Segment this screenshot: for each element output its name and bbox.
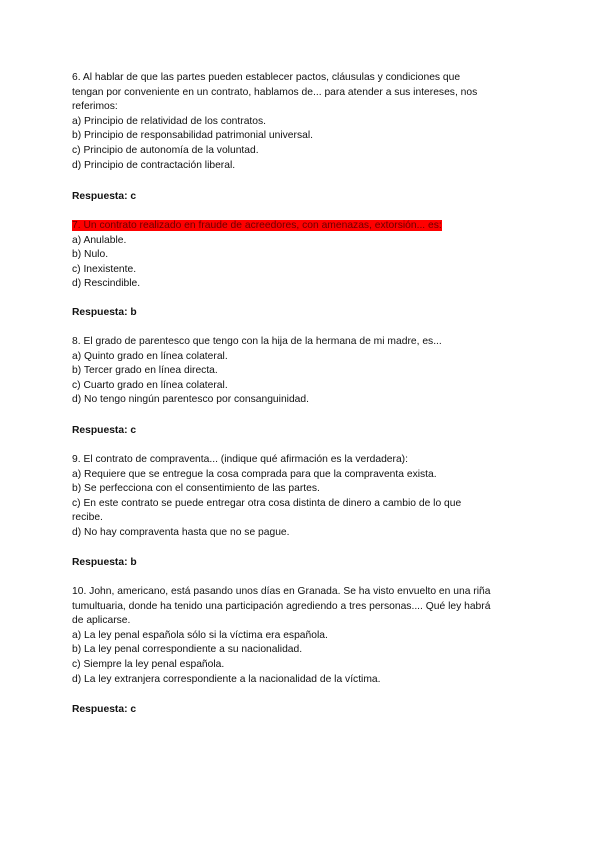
option-d: d) No hay compraventa hasta que no se pague. [72, 526, 290, 538]
question-text-line: 8. El grado de parentesco que tengo con la hija de la hermana de mi madre, es... [72, 336, 442, 347]
option-d: d) No tengo ningún parentesco por consanguinidad. [72, 394, 309, 406]
question-text-line [72, 219, 532, 234]
option-c: c) Inexistente. [72, 263, 137, 275]
option-b: b) Nulo. [72, 249, 109, 261]
question-text-line: tumultuaria, donde ha tenido una participación agrediendo a tres personas.... Qué ley habrá [72, 600, 491, 612]
answer-7: Respuesta: b [72, 307, 137, 318]
question-text-line: 9. El contrato de compraventa... (indique qué afirmación es la verdadera): [72, 454, 408, 465]
option-b: b) Principio de responsabilidad patrimonial universal. [72, 130, 313, 142]
option-a: a) La ley penal española sólo si la víctima era española. [72, 629, 328, 641]
question-6 [72, 71, 532, 173]
option-c: c) Cuarto grado en línea colateral. [72, 379, 228, 391]
option-b: b) Se perfecciona con el consentimiento de las partes. [72, 483, 320, 495]
question-text-line: 6. Al hablar de que las partes pueden establecer pactos, cláusulas y condiciones que [72, 72, 461, 83]
option-b: b) Tercer grado en línea directa. [72, 365, 218, 377]
question-7 [72, 219, 532, 292]
option-a: a) Quinto grado en línea colateral. [72, 350, 228, 362]
question-8 [72, 335, 532, 408]
question-10 [72, 585, 532, 687]
question-text-line: tengan por conveniente en un contrato, hablamos de... para atender a sus intereses, nos [72, 86, 478, 98]
option-c-continued: recibe. [72, 512, 103, 524]
option-d: d) La ley extranjera correspondiente a la nacionalidad de la víctima. [72, 673, 381, 685]
question-text-line: de aplicarse. [72, 615, 131, 627]
highlighted-question-text: 7. Un contrato realizado en fraude de acreedores, con amenazas, extorsión... es: [72, 220, 442, 231]
answer-6: Respuesta: c [72, 191, 137, 202]
question-text-line: 10. John, americano, está pasando unos días en Granada. Se ha visto envuelto en una riña [72, 586, 491, 597]
option-c: c) Siempre la ley penal española. [72, 658, 225, 670]
option-c: c) Principio de autonomía de la voluntad. [72, 144, 259, 156]
option-b: b) La ley penal correspondiente a su nacionalidad. [72, 644, 303, 656]
question-9 [72, 453, 532, 541]
answer-8: Respuesta: c [72, 425, 137, 436]
question-text-line: referimos: [72, 101, 118, 113]
option-a: a) Requiere que se entregue la cosa comprada para que la compraventa exista. [72, 468, 437, 480]
option-d: d) Rescindible. [72, 278, 141, 290]
option-a: a) Anulable. [72, 234, 127, 246]
option-a: a) Principio de relatividad de los contratos. [72, 115, 267, 127]
answer-10: Respuesta: c [72, 704, 137, 715]
option-c: c) En este contrato se puede entregar otra cosa distinta de dinero a cambio de lo que [72, 497, 462, 509]
answer-9: Respuesta: b [72, 557, 137, 568]
option-d: d) Principio de contractación liberal. [72, 159, 236, 171]
